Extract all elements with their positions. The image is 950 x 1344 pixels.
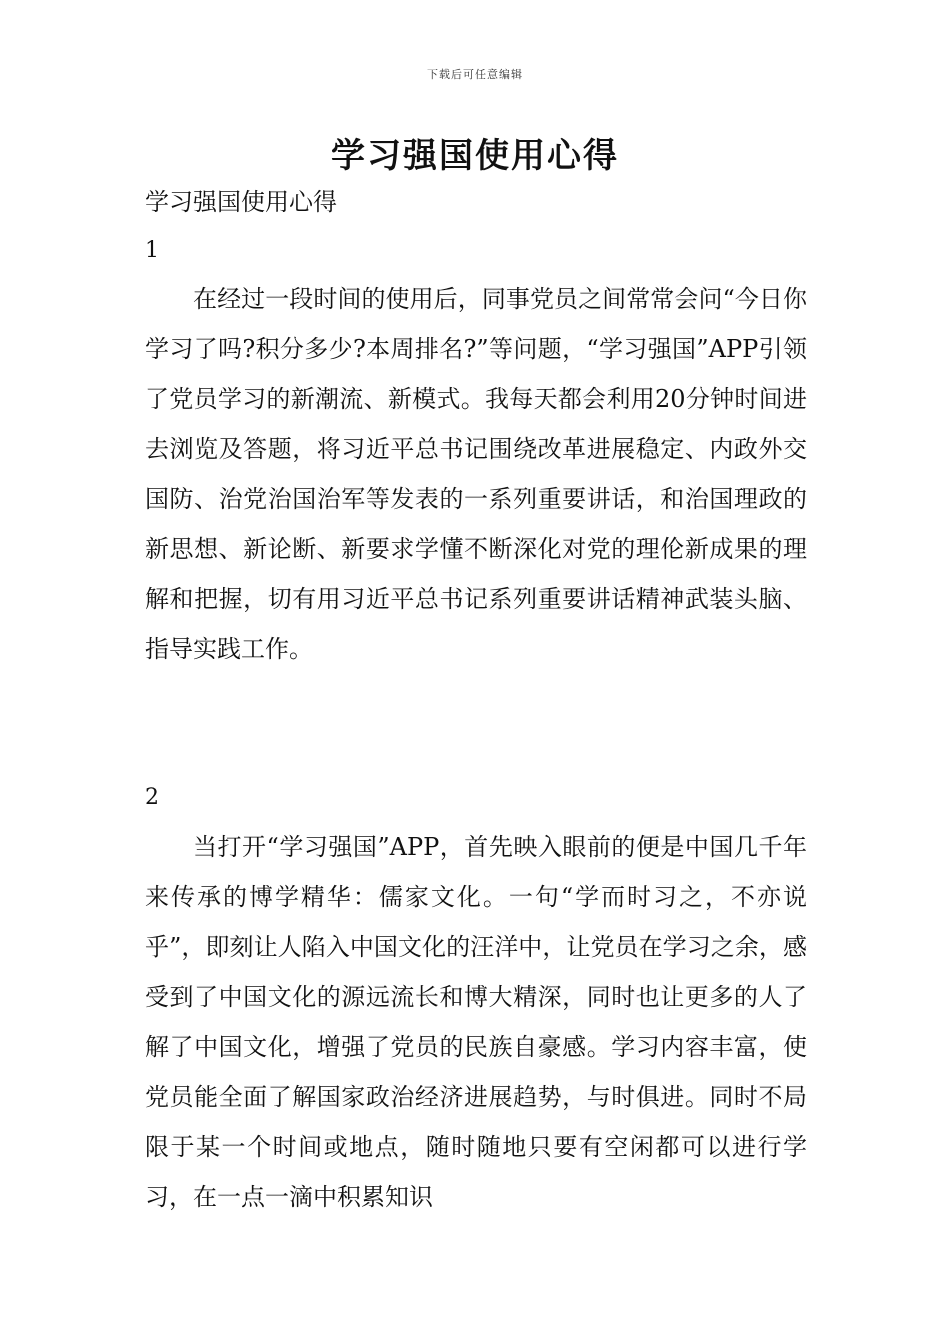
section-number-2: 2	[145, 785, 159, 810]
section-paragraph-1: 在经过一段时间的使用后，同事党员之间常常会问“今日你学习了吗?积分多少?本周排名?”等问题，“学习强国”APP引领了党员学习的新潮流、新模式。我每天都会利用20分钟时间进去浏览及答题，将习近平总书记围绕改革进展稳定、内政外交国防、治党治国治军等发表的一系列重要讲话，和治国理政的新思想、新论断、新要求学懂不断深化对党的理伦新成果的理解和把握，切有用习近平总书记系列重要讲话精神武装头脑、指导实践工作。	[145, 285, 807, 663]
section-paragraph-2: 当打开“学习强国”APP，首先映入眼前的便是中国几千年来传承的博学精华：儒家文化。一句“学而时习之，不亦说乎”，即刻让人陷入中国文化的汪洋中，让党员在学习之余，感受到了中国文化的源远流长和博大精深，同时也让更多的人了解了中国文化，增强了党员的民族自豪感。学习内容丰富，使党员能全面了解国家政治经济进展趋势，与时俱进。同时不局限于某一个时间或地点，随时随地只要有空闲都可以进行学习，在一点一滴中积累知识	[145, 833, 807, 1211]
header-note: 下载后可任意编辑	[427, 68, 523, 81]
section-number-1: 1	[145, 238, 159, 263]
page-title: 学习强国使用心得	[331, 136, 619, 176]
subtitle: 学习强国使用心得	[145, 188, 337, 216]
